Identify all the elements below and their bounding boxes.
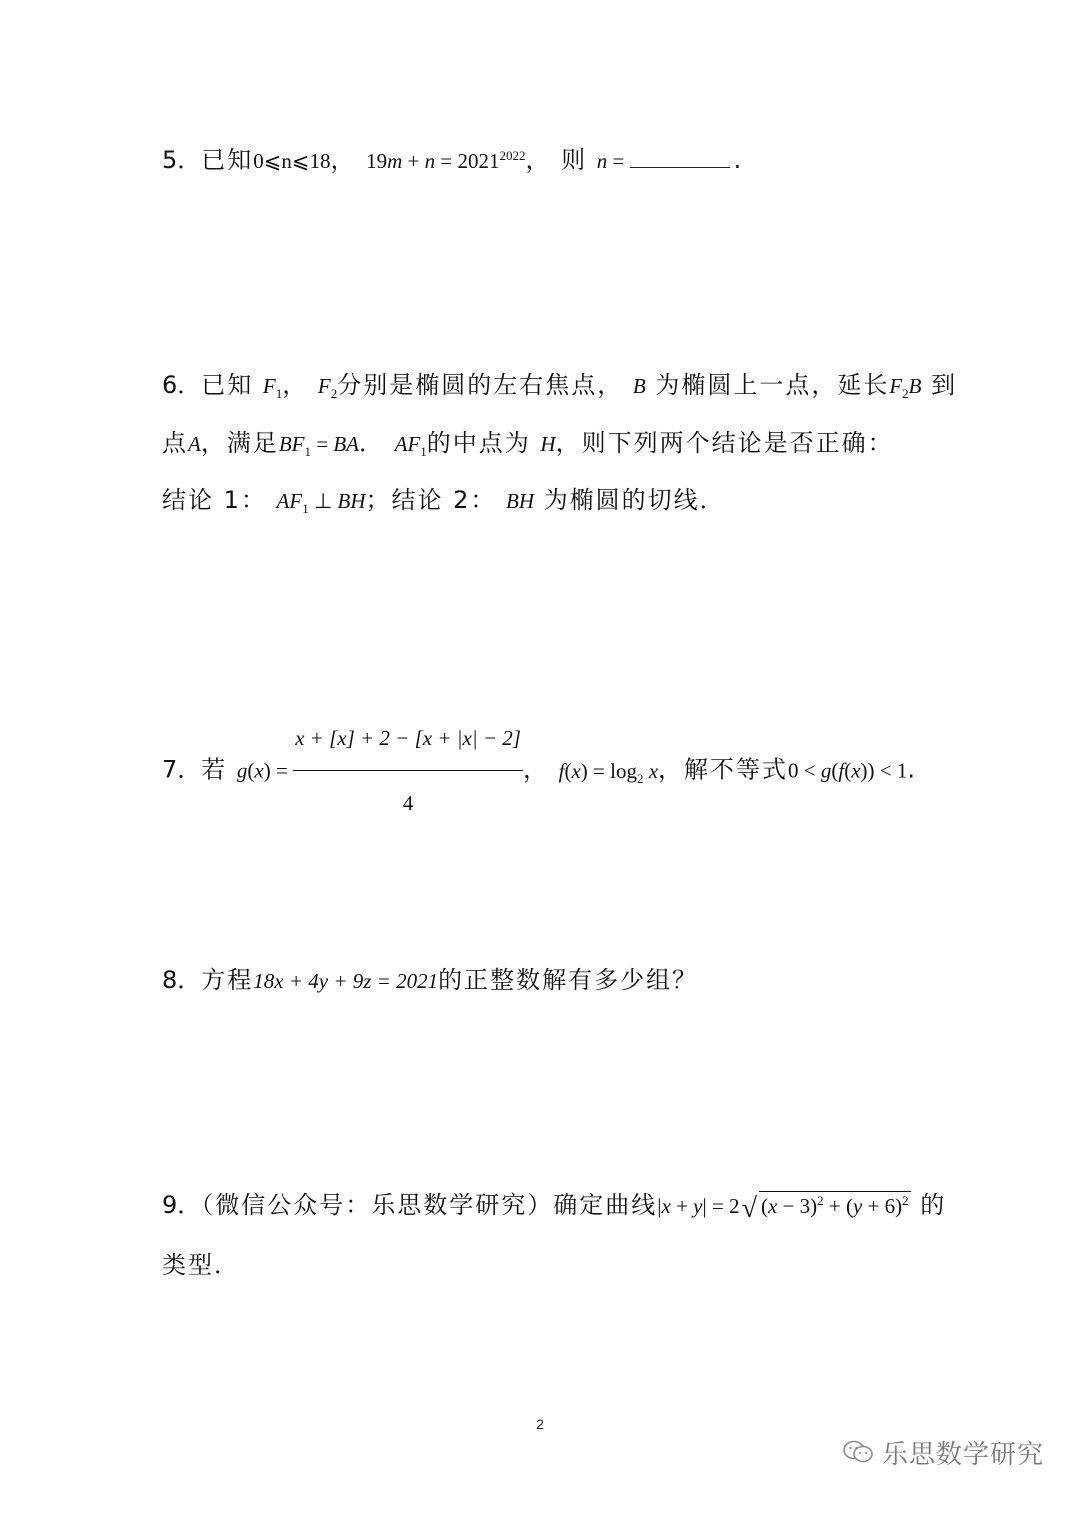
question-text: 已知 <box>201 146 254 174</box>
math-AF1-perp-BH: $AF_1$ ⊥ BH <box>276 489 366 517</box>
fraction-denominator: 4 <box>402 791 414 815</box>
question-7: 7．若 g(x) = $\frac{x + [x] + 2 - [x + |x| - 2]}{4}$ ， $f(x) = \log_2 x$，解不等式0 < g(f(x)) < 1. <box>162 708 917 833</box>
question-6-line-3: 结论 1： $AF_1$ ⊥ BH；结论 2： BH 为椭圆的切线． <box>162 486 726 517</box>
wechat-icon <box>842 1439 874 1465</box>
question-number: 9． <box>162 1191 202 1219</box>
question-9-line-1: 9．（微信公众号：乐思数学研究）确定曲线|x + y| = 2√ $(x - 3)^2 + (y + 6)^2$ 的 <box>162 1191 947 1224</box>
math-equation: $19m + n = 2021^{2022}$ <box>366 148 526 173</box>
math-fraction <box>293 708 523 833</box>
math-BF1-eq-BA: $BF_1$ = BA <box>278 432 359 460</box>
question-5: 5．已知0⩽n⩽18， $19m + n = 2021^{2022}$， 则 n = . <box>162 146 744 174</box>
math-equation: 18x + 4y + 9z = 2021 <box>253 969 439 993</box>
math-variable: n = <box>596 149 630 173</box>
math-f-x: $f(x) = \log_2 x$ <box>558 758 659 786</box>
question-text: 则 <box>561 146 588 174</box>
math-A: A <box>188 432 201 456</box>
math-curve: |x + y| = 2√ $(x - 3)^2 + (y + 6)^2$ <box>657 1193 909 1224</box>
watermark <box>842 1432 1044 1472</box>
question-number: 6． <box>162 371 202 399</box>
math-condition: 0⩽n⩽18 <box>253 149 331 173</box>
question-9-line-2: 类型． <box>162 1251 240 1279</box>
math-B: B <box>632 374 646 398</box>
answer-blank[interactable] <box>630 147 730 168</box>
question-8: 8．方程18x + 4y + 9z = 2021的正整数解有多少组？ <box>162 966 699 994</box>
watermark-text: 乐思数学研究 <box>882 1439 1045 1470</box>
math-inequality: 0 < g(f(x)) < 1 <box>788 758 908 783</box>
math-BH: BH <box>506 489 535 513</box>
math-F2B: $F_2B$ <box>889 374 922 402</box>
question-number: 7． <box>162 755 202 784</box>
fraction-numerator: x + [x] + 2 − [x + |x| − 2] <box>293 708 523 771</box>
math-AF1: $AF_1$ <box>394 432 427 460</box>
math-g-x: g(x) = <box>236 758 294 783</box>
question-6-line-2: 点A，满足$BF_1$ = BA． $AF_1$的中点为 H，则下列两个结论是否正确： <box>162 429 894 460</box>
question-number: 5． <box>162 146 202 174</box>
math-F1: $F_1$ <box>262 374 283 402</box>
math-F2: $F_2$ <box>317 374 338 402</box>
question-6-line-1: 6．已知 $F_1$， $F_2$分别是椭圆的左右焦点， B 为椭圆上一点，延长$F_2B$ 到 <box>162 371 958 402</box>
math-H: H <box>540 432 556 456</box>
question-number: 8． <box>162 966 202 994</box>
page-number: 2 <box>536 1416 544 1432</box>
